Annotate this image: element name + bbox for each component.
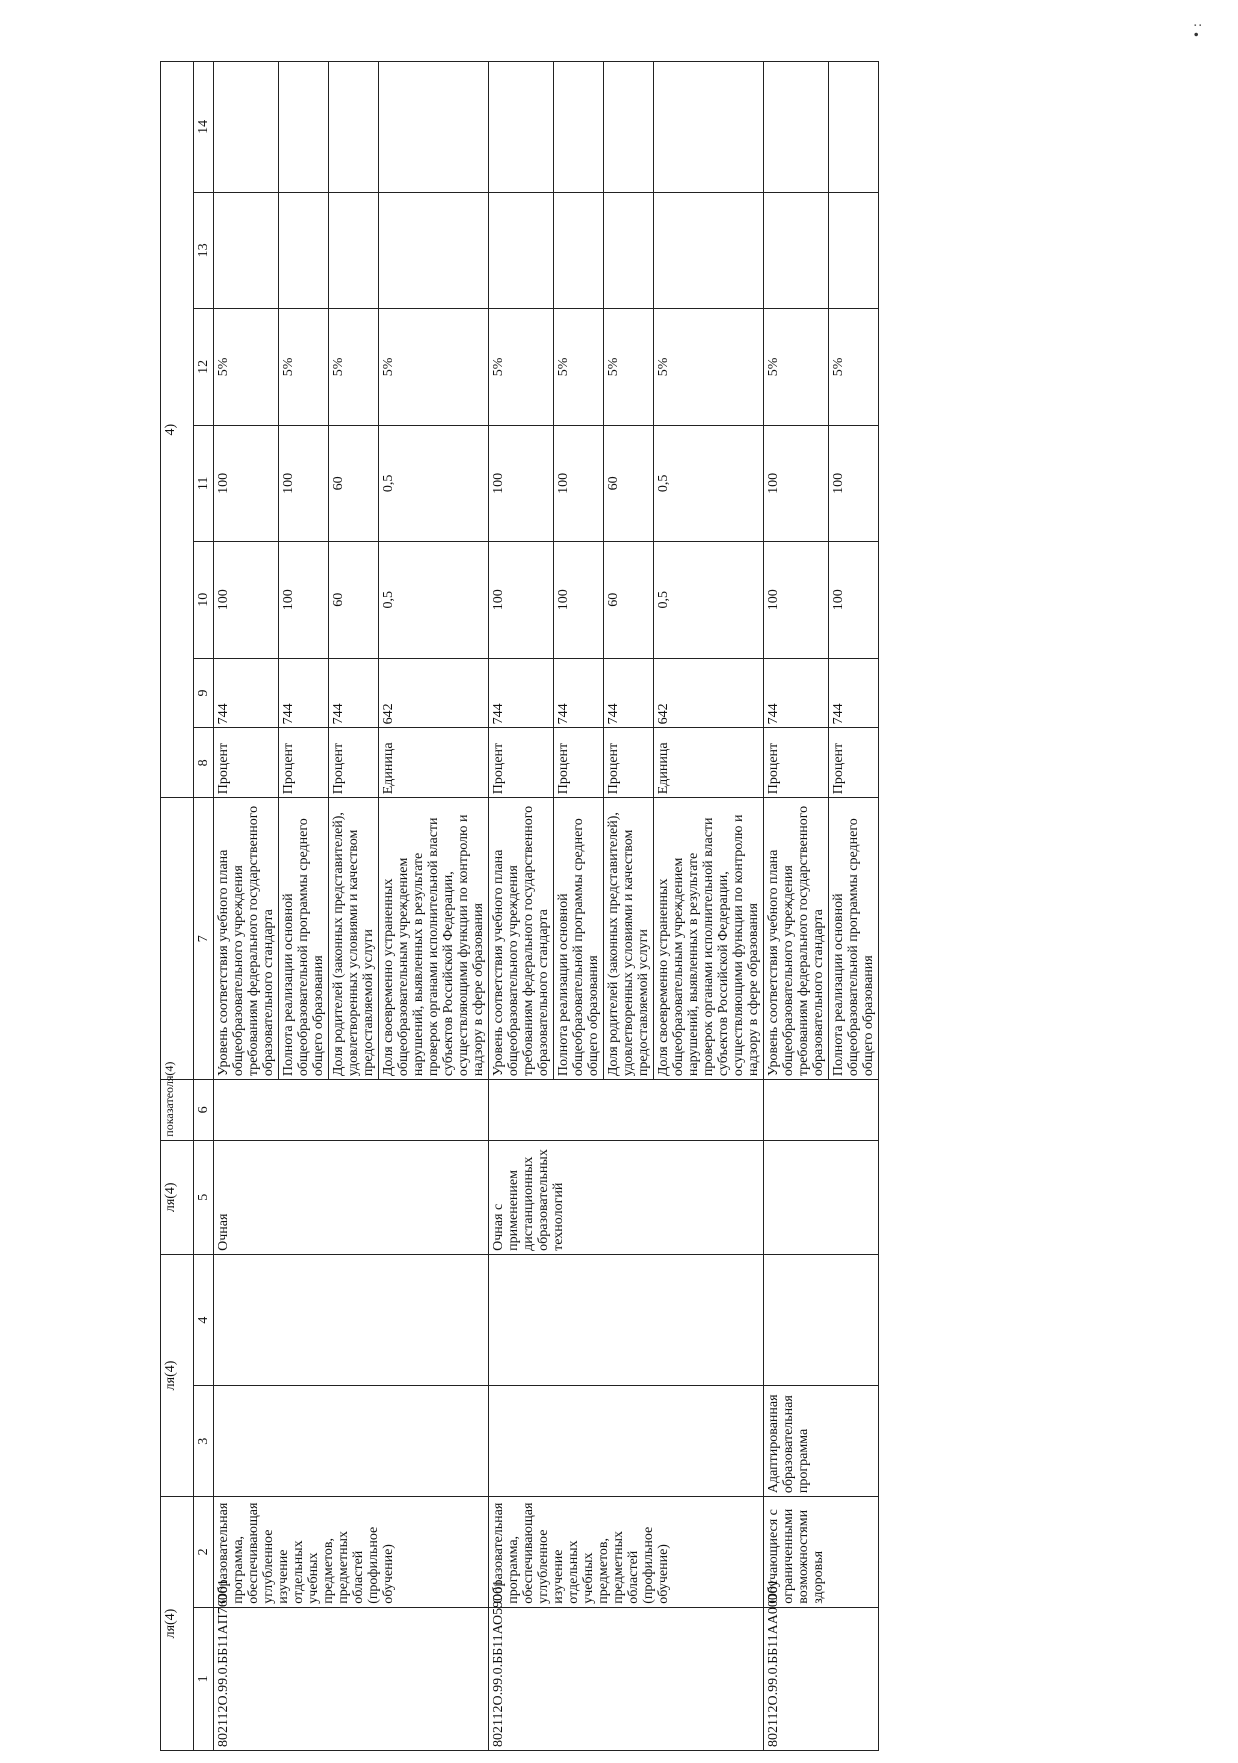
col-num: 4: [194, 1254, 214, 1386]
value-cell: [554, 62, 604, 193]
indicator-name: Полнота реализации основной общеобразовательной программы среднего общего образования: [554, 798, 604, 1080]
col-num: 13: [194, 192, 214, 308]
value-cell: 100: [279, 542, 329, 658]
value-cell: [279, 192, 329, 308]
content-cell: [214, 1254, 489, 1386]
header-cell-6: показатеоля(4): [161, 1080, 194, 1141]
col-num: 5: [194, 1140, 214, 1254]
deviation-cell: 5%: [279, 309, 329, 425]
header-cell-3-4: ля(4): [161, 1254, 194, 1496]
value-cell: 100: [489, 425, 554, 541]
indicator-name: Доля своевременно устраненных общеобразовательным учреждением нарушений, выявленных в результате проверок органами исполнительной власти субъектов Российской Федерации, осуществляющими функции по контролю и надзору в сфере образования: [654, 798, 764, 1080]
deviation-cell: 5%: [604, 309, 654, 425]
scan-marks: • :: [1190, 23, 1204, 38]
unit-code: 642: [379, 658, 489, 728]
col-num: 6: [194, 1080, 214, 1141]
header-row: [161, 62, 194, 1751]
value-cell: 100: [829, 425, 879, 541]
condition-cell: [764, 1140, 879, 1254]
value-cell: 0,5: [654, 542, 764, 658]
value-cell: [829, 192, 879, 308]
value-cell: [214, 192, 279, 308]
condition-cell: Очная с применением дистанционных образовательных технологий: [489, 1140, 764, 1254]
content-cell: Образовательная программа, обеспечивающая углубленное изучение отдельных учебных предметов, предметных областей (профильное обучение): [489, 1497, 764, 1608]
deviation-cell: 5%: [829, 309, 879, 425]
deviation-cell: 5%: [214, 309, 279, 425]
value-cell: [764, 192, 829, 308]
unit-name: Единица: [379, 728, 489, 798]
value-cell: [379, 192, 489, 308]
unit-code: 744: [489, 658, 554, 728]
value-cell: 100: [829, 542, 879, 658]
value-cell: [554, 192, 604, 308]
unit-code: 744: [829, 658, 879, 728]
unit-name: Процент: [764, 728, 829, 798]
column-number-row: [194, 62, 214, 1751]
value-cell: [329, 62, 379, 193]
value-cell: 100: [554, 542, 604, 658]
value-cell: [654, 192, 764, 308]
col-num: 7: [194, 798, 214, 1080]
table-row: [764, 62, 829, 1751]
value-cell: [654, 62, 764, 193]
content-cell: [764, 1254, 879, 1386]
value-cell: [214, 62, 279, 193]
deviation-cell: 5%: [654, 309, 764, 425]
content-cell: [489, 1386, 764, 1497]
col-num: 11: [194, 425, 214, 541]
condition-cell: [764, 1080, 879, 1141]
content-cell: Адаптированная образовательная программа: [764, 1386, 879, 1497]
value-cell: 100: [554, 425, 604, 541]
unit-code: 642: [654, 658, 764, 728]
header-cell-1-2: ля(4): [161, 1497, 194, 1751]
value-cell: 100: [489, 542, 554, 658]
deviation-cell: 5%: [489, 309, 554, 425]
content-cell: Образовательная программа, обеспечивающая углубленное изучение отдельных учебных предметов, предметных областей (профильное обучение): [214, 1497, 489, 1608]
indicator-name: Полнота реализации основной общеобразовательной программы среднего общего образования: [829, 798, 879, 1080]
indicator-name: Доля своевременно устраненных общеобразовательным учреждением нарушений, выявленных в результате проверок органами исполнительной власти субъектов Российской Федерации, осуществляющими функции по контролю и надзору в сфере образования: [379, 798, 489, 1080]
unit-code: 744: [554, 658, 604, 728]
value-cell: [489, 62, 554, 193]
table-row: [214, 62, 279, 1751]
value-cell: 60: [604, 542, 654, 658]
indicator-name: Полнота реализации основной общеобразовательной программы среднего общего образования: [279, 798, 329, 1080]
value-cell: [829, 62, 879, 193]
indicator-name: Доля родителей (законных представителей), удовлетворенных условиями и качеством предоставляемой услуги: [604, 798, 654, 1080]
value-cell: [604, 192, 654, 308]
deviation-cell: 5%: [329, 309, 379, 425]
registry-code: 802112О.99.0.ББ11АП76001: [214, 1607, 489, 1750]
unit-name: Процент: [554, 728, 604, 798]
value-cell: 0,5: [654, 425, 764, 541]
deviation-cell: 5%: [764, 309, 829, 425]
unit-name: Процент: [329, 728, 379, 798]
deviation-cell: 5%: [379, 309, 489, 425]
indicator-name: Уровень соответствия учебного плана общеобразовательного учреждения требованиям федерального государственного образовательного стандарта: [214, 798, 279, 1080]
unit-code: 744: [604, 658, 654, 728]
indicator-name: Доля родителей (законных представителей), удовлетворенных условиями и качеством предоставляемой услуги: [329, 798, 379, 1080]
value-cell: 100: [279, 425, 329, 541]
value-cell: 60: [329, 542, 379, 658]
col-num: 2: [194, 1497, 214, 1608]
header-cell-7: [161, 798, 194, 1080]
unit-code: 744: [214, 658, 279, 728]
indicator-table: [160, 61, 879, 1751]
col-num: 3: [194, 1386, 214, 1497]
unit-name: Процент: [279, 728, 329, 798]
content-cell: [489, 1254, 764, 1386]
value-cell: 100: [764, 542, 829, 658]
registry-code: 802112О.99.0.ББ11АО59001: [489, 1607, 764, 1750]
unit-name: Процент: [489, 728, 554, 798]
unit-code: 744: [279, 658, 329, 728]
content-cell: Обучающиеся с ограниченными возможностями здоровья: [764, 1497, 879, 1608]
value-cell: 60: [329, 425, 379, 541]
header-cell-8-14: 4): [161, 62, 194, 798]
value-cell: [604, 62, 654, 193]
col-num: 14: [194, 62, 214, 193]
col-num: 10: [194, 542, 214, 658]
condition-cell: [489, 1080, 764, 1141]
unit-code: 744: [329, 658, 379, 728]
condition-cell: Очная: [214, 1140, 489, 1254]
value-cell: 60: [604, 425, 654, 541]
unit-name: Процент: [604, 728, 654, 798]
col-num: 8: [194, 728, 214, 798]
indicator-name: Уровень соответствия учебного плана общеобразовательного учреждения требованиям федерального государственного образовательного стандарта: [489, 798, 554, 1080]
col-num: 12: [194, 309, 214, 425]
value-cell: [379, 62, 489, 193]
value-cell: 100: [214, 425, 279, 541]
unit-name: Процент: [829, 728, 879, 798]
unit-code: 744: [764, 658, 829, 728]
value-cell: 100: [214, 542, 279, 658]
registry-code: 802112О.99.0.ББ11АА00001: [764, 1607, 879, 1750]
unit-name: Единица: [654, 728, 764, 798]
col-num: 9: [194, 658, 214, 728]
value-cell: [329, 192, 379, 308]
content-cell: [214, 1386, 489, 1497]
indicator-name: Уровень соответствия учебного плана общеобразовательного учреждения требованиям федерального государственного образовательного стандарта: [764, 798, 829, 1080]
value-cell: [489, 192, 554, 308]
col-num: 1: [194, 1607, 214, 1750]
value-cell: [764, 62, 829, 193]
value-cell: [279, 62, 329, 193]
unit-name: Процент: [214, 728, 279, 798]
table-row: [489, 62, 554, 1751]
value-cell: 100: [764, 425, 829, 541]
deviation-cell: 5%: [554, 309, 604, 425]
value-cell: 0,5: [379, 425, 489, 541]
value-cell: 0,5: [379, 542, 489, 658]
condition-cell: [214, 1080, 489, 1141]
header-cell-5: ля(4): [161, 1140, 194, 1254]
